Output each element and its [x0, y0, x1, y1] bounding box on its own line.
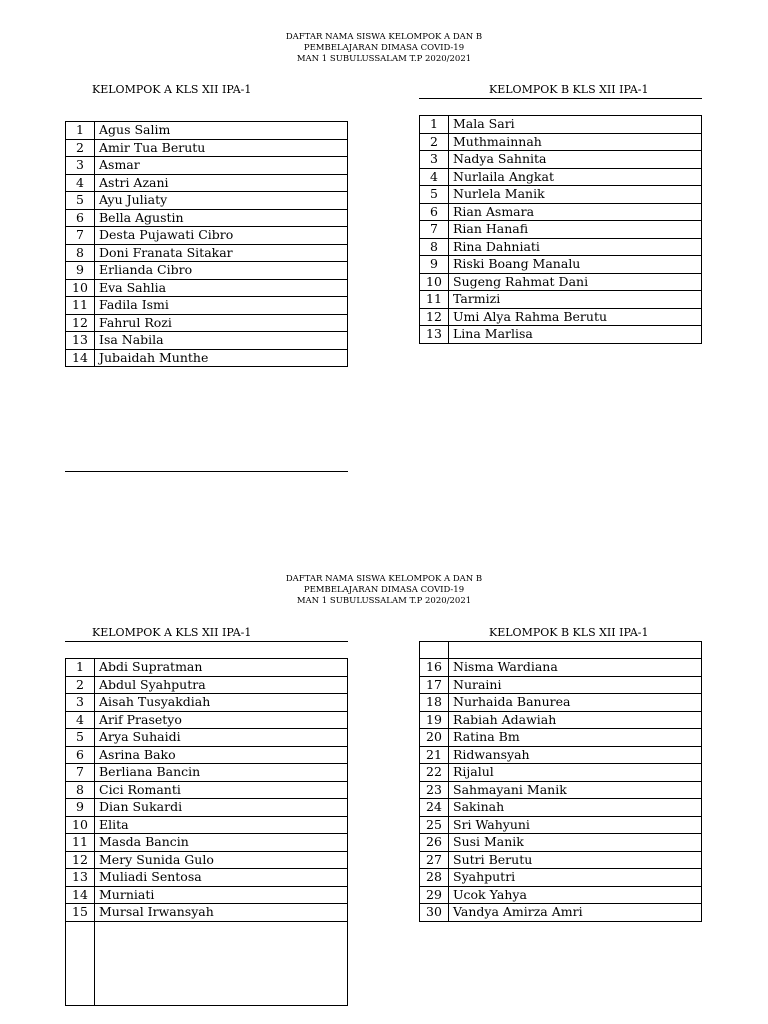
- row-number: 6: [66, 746, 95, 764]
- student-name: Doni Franata Sitakar: [95, 244, 348, 262]
- row-number: 4: [66, 174, 95, 192]
- student-name: Berliana Bancin: [95, 764, 348, 782]
- student-name: Amir Tua Berutu: [95, 139, 348, 157]
- table-row: [66, 659, 348, 677]
- table-row: [420, 659, 702, 677]
- row-number: 1: [66, 122, 95, 140]
- student-name: Asrina Bako: [95, 746, 348, 764]
- row-number: 7: [66, 764, 95, 782]
- table-row: [66, 314, 348, 332]
- empty-cell: [95, 921, 348, 1005]
- student-name: Astri Azani: [95, 174, 348, 192]
- table-row: [420, 308, 702, 326]
- student-name: Asmar: [95, 157, 348, 175]
- student-name: Nuraini: [449, 676, 702, 694]
- row-number: 30: [420, 904, 449, 922]
- row-number: 1: [66, 659, 95, 677]
- student-name: Sri Wahyuni: [449, 816, 702, 834]
- table-row: [420, 851, 702, 869]
- row-number: 29: [420, 886, 449, 904]
- table-row: [420, 799, 702, 817]
- table-row: [420, 291, 702, 309]
- student-name: Tarmizi: [449, 291, 702, 309]
- empty-cell: [449, 642, 702, 659]
- row-number: 15: [66, 904, 95, 922]
- student-name: Arya Suhaidi: [95, 729, 348, 747]
- student-name: Rina Dahniati: [449, 238, 702, 256]
- header-school: MAN 1 SUBULUSSALAM T.P 2020/2021: [296, 54, 472, 64]
- student-name: Sahmayani Manik: [449, 781, 702, 799]
- table-row: [420, 256, 702, 274]
- row-number: 16: [420, 659, 449, 677]
- row-number: 11: [66, 297, 95, 315]
- student-name: Lina Marlisa: [449, 326, 702, 344]
- group-b-table: [419, 641, 702, 922]
- table-row: [66, 174, 348, 192]
- group-b-table: [419, 115, 702, 344]
- student-name: Muliadi Sentosa: [95, 869, 348, 887]
- table-row: [66, 816, 348, 834]
- table-row: [420, 729, 702, 747]
- row-number: 3: [420, 151, 449, 169]
- student-name: Nurlaila Angkat: [449, 168, 702, 186]
- table-row: [420, 273, 702, 291]
- row-number: 28: [420, 869, 449, 887]
- header-subtitle: PEMBELAJARAN DIMASA COVID-19: [303, 585, 465, 595]
- student-name: Mala Sari: [449, 116, 702, 134]
- row-number: 2: [66, 676, 95, 694]
- table-row: [66, 886, 348, 904]
- student-name: Rian Asmara: [449, 203, 702, 221]
- student-name: Susi Manik: [449, 834, 702, 852]
- student-name: Muthmainnah: [449, 133, 702, 151]
- row-number: 3: [66, 157, 95, 175]
- header-title: DAFTAR NAMA SISWA KELOMPOK A DAN B: [285, 32, 483, 42]
- table-row: [420, 186, 702, 204]
- table-row: [420, 886, 702, 904]
- row-number: 12: [66, 314, 95, 332]
- table-row: [420, 834, 702, 852]
- table-row: [66, 332, 348, 350]
- table-row: [66, 834, 348, 852]
- row-number: 22: [420, 764, 449, 782]
- student-name: Syahputri: [449, 869, 702, 887]
- student-name: Rian Hanafi: [449, 221, 702, 239]
- divider-line: [65, 471, 348, 472]
- table-row: [66, 297, 348, 315]
- student-name: Rijalul: [449, 764, 702, 782]
- student-name: Mery Sunida Gulo: [95, 851, 348, 869]
- table-row: [420, 764, 702, 782]
- student-name: Masda Bancin: [95, 834, 348, 852]
- student-name: Sutri Berutu: [449, 851, 702, 869]
- table-row: [420, 133, 702, 151]
- row-number: 20: [420, 729, 449, 747]
- table-row: [66, 781, 348, 799]
- table-row: [66, 694, 348, 712]
- row-number: 13: [66, 332, 95, 350]
- table-row: [420, 116, 702, 134]
- student-name: Eva Sahlia: [95, 279, 348, 297]
- document-header: [0, 574, 768, 607]
- group-a-caption: KELOMPOK A KLS XII IPA-1: [92, 83, 252, 96]
- table-row: [66, 244, 348, 262]
- row-number: 18: [420, 694, 449, 712]
- group-a-table: [65, 121, 348, 367]
- student-name: Sugeng Rahmat Dani: [449, 273, 702, 291]
- student-name: Arif Prasetyo: [95, 711, 348, 729]
- row-number: 5: [66, 192, 95, 210]
- table-row: [66, 676, 348, 694]
- caption-underline: [65, 641, 348, 642]
- table-row: [420, 151, 702, 169]
- row-number: 23: [420, 781, 449, 799]
- student-name: Riski Boang Manalu: [449, 256, 702, 274]
- table-row-empty: [66, 921, 348, 1005]
- row-number: 19: [420, 711, 449, 729]
- table-row: [66, 262, 348, 280]
- table-row: [420, 694, 702, 712]
- group-a-caption: KELOMPOK A KLS XII IPA-1: [92, 626, 252, 639]
- row-number: 26: [420, 834, 449, 852]
- row-number: 9: [66, 799, 95, 817]
- student-name: Cici Romanti: [95, 781, 348, 799]
- row-number: 5: [420, 186, 449, 204]
- student-name: Abdul Syahputra: [95, 676, 348, 694]
- row-number: 14: [66, 886, 95, 904]
- student-name: Jubaidah Munthe: [95, 349, 348, 367]
- student-name: Umi Alya Rahma Berutu: [449, 308, 702, 326]
- table-row: [420, 221, 702, 239]
- table-row: [66, 349, 348, 367]
- student-name: Abdi Supratman: [95, 659, 348, 677]
- student-name: Nadya Sahnita: [449, 151, 702, 169]
- caption-underline: [419, 98, 702, 99]
- student-name: Ratina Bm: [449, 729, 702, 747]
- table-row: [66, 869, 348, 887]
- table-row: [420, 816, 702, 834]
- header-title: DAFTAR NAMA SISWA KELOMPOK A DAN B: [285, 574, 483, 584]
- row-number: 12: [420, 308, 449, 326]
- table-row: [420, 676, 702, 694]
- table-row: [66, 729, 348, 747]
- row-number: 12: [66, 851, 95, 869]
- row-number: 17: [420, 676, 449, 694]
- table-row: [420, 238, 702, 256]
- table-row: [420, 781, 702, 799]
- student-name: Sakinah: [449, 799, 702, 817]
- student-name: Nurlela Manik: [449, 186, 702, 204]
- table-row: [66, 192, 348, 210]
- row-number: 4: [66, 711, 95, 729]
- student-name: Desta Pujawati Cibro: [95, 227, 348, 245]
- student-name: Rabiah Adawiah: [449, 711, 702, 729]
- table-row-empty: [420, 642, 702, 659]
- row-number: 10: [66, 279, 95, 297]
- student-name: Aisah Tusyakdiah: [95, 694, 348, 712]
- row-number: 27: [420, 851, 449, 869]
- header-subtitle: PEMBELAJARAN DIMASA COVID-19: [303, 43, 465, 53]
- table-row: [66, 711, 348, 729]
- row-number: 8: [66, 781, 95, 799]
- student-name: Bella Agustin: [95, 209, 348, 227]
- table-row: [420, 904, 702, 922]
- row-number: 10: [420, 273, 449, 291]
- row-number: 8: [66, 244, 95, 262]
- student-name: Dian Sukardi: [95, 799, 348, 817]
- student-name: Agus Salim: [95, 122, 348, 140]
- row-number: 9: [420, 256, 449, 274]
- row-number: 2: [420, 133, 449, 151]
- row-number: 10: [66, 816, 95, 834]
- row-number: 9: [66, 262, 95, 280]
- row-number: 7: [66, 227, 95, 245]
- row-number: 1: [420, 116, 449, 134]
- row-number: 14: [66, 349, 95, 367]
- document-header: [0, 32, 768, 65]
- student-name: Fadila Ismi: [95, 297, 348, 315]
- table-row: [66, 209, 348, 227]
- table-row: [420, 326, 702, 344]
- table-row: [66, 122, 348, 140]
- row-number: 5: [66, 729, 95, 747]
- row-number: 6: [66, 209, 95, 227]
- row-number: 24: [420, 799, 449, 817]
- student-name: Vandya Amirza Amri: [449, 904, 702, 922]
- student-name: Nurhaida Banurea: [449, 694, 702, 712]
- table-row: [66, 746, 348, 764]
- row-number: 8: [420, 238, 449, 256]
- student-name: Murniati: [95, 886, 348, 904]
- row-number: 2: [66, 139, 95, 157]
- row-number: 13: [420, 326, 449, 344]
- student-name: Isa Nabila: [95, 332, 348, 350]
- student-name: Ridwansyah: [449, 746, 702, 764]
- empty-cell: [66, 921, 95, 1005]
- row-number: 25: [420, 816, 449, 834]
- table-row: [66, 139, 348, 157]
- group-b-caption: KELOMPOK B KLS XII IPA-1: [489, 83, 649, 96]
- student-name: Ayu Juliaty: [95, 192, 348, 210]
- student-name: Mursal Irwansyah: [95, 904, 348, 922]
- group-b-caption: KELOMPOK B KLS XII IPA-1: [489, 626, 649, 639]
- student-name: Nisma Wardiana: [449, 659, 702, 677]
- group-a-table: [65, 658, 348, 1006]
- header-school: MAN 1 SUBULUSSALAM T.P 2020/2021: [296, 596, 472, 606]
- empty-cell: [420, 642, 449, 659]
- table-row: [66, 904, 348, 922]
- table-row: [66, 279, 348, 297]
- student-name: Fahrul Rozi: [95, 314, 348, 332]
- table-row: [420, 711, 702, 729]
- row-number: 3: [66, 694, 95, 712]
- row-number: 11: [420, 291, 449, 309]
- table-row: [66, 851, 348, 869]
- row-number: 6: [420, 203, 449, 221]
- row-number: 11: [66, 834, 95, 852]
- student-name: Ucok Yahya: [449, 886, 702, 904]
- row-number: 4: [420, 168, 449, 186]
- row-number: 7: [420, 221, 449, 239]
- table-row: [66, 227, 348, 245]
- row-number: 13: [66, 869, 95, 887]
- table-row: [420, 168, 702, 186]
- table-row: [420, 203, 702, 221]
- table-row: [420, 869, 702, 887]
- table-row: [420, 746, 702, 764]
- row-number: 21: [420, 746, 449, 764]
- student-name: Erlianda Cibro: [95, 262, 348, 280]
- student-name: Elita: [95, 816, 348, 834]
- table-row: [66, 157, 348, 175]
- table-row: [66, 764, 348, 782]
- table-row: [66, 799, 348, 817]
